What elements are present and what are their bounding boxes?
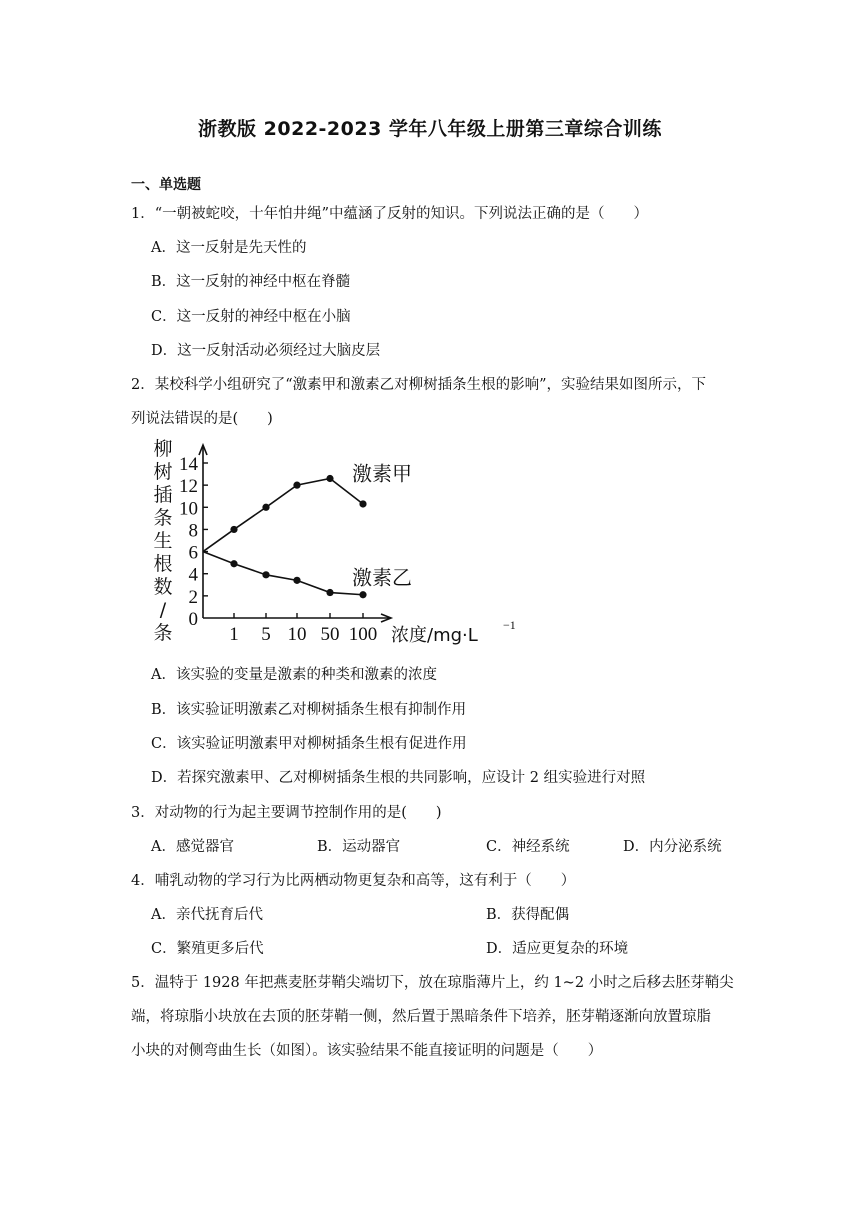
q3-option-b: B．运动器官 [317, 839, 401, 855]
q2-option-b: B．该实验证明激素乙对柳树插条生根有抑制作用 [151, 702, 467, 718]
q3-option-d: D．内分泌系统 [623, 839, 722, 855]
x-tick-label: 1 [229, 624, 239, 645]
question-5-line1: 5．温特于 1928 年把燕麦胚芽鞘尖端切下，放在琼脂薄片上，约 1~2 小时之后移去胚芽鞘尖 [131, 975, 734, 991]
question-5-line3: 小块的对侧弯曲生长（如图）。该实验结果不能直接证明的问题是（ ） [131, 1043, 603, 1059]
y-tick-label: 14 [179, 454, 198, 475]
x-tick-label: 100 [348, 624, 378, 645]
data-point [262, 571, 269, 578]
x-axis-title: 浓度/mg·L [391, 625, 478, 646]
y-tick-label: 0 [188, 609, 198, 630]
y-tick-label: 8 [188, 520, 198, 542]
q2-option-d: D．若探究激素甲、乙对柳树插条生根的共同影响，应设计 2 组实验进行对照 [151, 770, 646, 786]
x-tick-label: 5 [261, 624, 271, 645]
x-tick-label: 10 [287, 624, 307, 645]
data-point [359, 591, 366, 598]
q4-option-d: D．适应更复杂的环境 [486, 941, 629, 957]
question-4-stem: 4．哺乳动物的学习行为比两栖动物更复杂和高等，这有利于（ ） [131, 873, 576, 889]
q4-option-b: B．获得配偶 [486, 907, 570, 923]
data-point [293, 482, 300, 489]
y-tick-label: 2 [188, 586, 198, 608]
question-5-line2: 端，将琼脂小块放在去顶的胚芽鞘一侧，然后置于黑暗条件下培养，胚芽鞘逐渐向放置琼脂 [131, 1009, 711, 1025]
q2-option-a: A．该实验的变量是激素的种类和激素的浓度 [151, 667, 437, 683]
q1-option-c: C．这一反射的神经中枢在小脑 [151, 309, 351, 325]
x-axis-title-superscript: −1 [503, 618, 516, 632]
q1-option-a: A．这一反射是先天性的 [151, 240, 307, 256]
data-point [326, 589, 333, 596]
series-label-2: 激素乙 [352, 565, 412, 590]
data-point [230, 560, 237, 567]
q1-option-d: D．这一反射活动必须经过大脑皮层 [151, 343, 381, 359]
q4-option-a: A．亲代抚育后代 [151, 907, 263, 923]
page-title: 浙教版 2022-2023 学年八年级上册第三章综合训练 [198, 118, 662, 140]
section-heading: 一、单选题 [131, 177, 201, 193]
q3-option-c: C．神经系统 [486, 839, 570, 855]
question-3-stem: 3．对动物的行为起主要调节控制作用的是( ) [131, 805, 442, 821]
data-point [326, 475, 333, 482]
y-axis-title: 柳树插条生根数/条 [153, 438, 173, 644]
q4-option-c: C．繁殖更多后代 [151, 941, 264, 957]
data-point [359, 500, 366, 507]
q2-option-c: C．该实验证明激素甲对柳树插条生根有促进作用 [151, 736, 467, 752]
chart-labels [352, 462, 412, 590]
y-tick-label: 12 [179, 476, 198, 498]
chart-svg [141, 437, 541, 649]
y-tick-label: 6 [188, 542, 198, 564]
question-1-stem: 1．“一朝被蛇咬，十年怕井绳”中蕴涵了反射的知识。下列说法正确的是（ ） [131, 206, 649, 222]
chart-series [203, 475, 367, 598]
series-label-1: 激素甲 [352, 461, 412, 486]
series-line-1 [203, 479, 363, 552]
question-2-stem-line1: 2．某校科学小组研究了“激素甲和激素乙对柳树插条生根的影响”，实验结果如图所示，下 [131, 377, 707, 393]
q3-option-a: A．感觉器官 [151, 839, 234, 855]
y-tick-label: 4 [188, 564, 198, 586]
q1-option-b: B．这一反射的神经中枢在脊髓 [151, 274, 351, 290]
data-point [230, 526, 237, 533]
y-tick-label: 10 [179, 498, 198, 520]
series-line-2 [203, 552, 363, 595]
data-point [262, 504, 269, 511]
question-2-stem-line2: 列说法错误的是( ) [131, 411, 273, 427]
y-axis-label [153, 438, 172, 644]
x-tick-label: 50 [320, 624, 340, 645]
hormone-chart [141, 437, 541, 653]
data-point [293, 577, 300, 584]
